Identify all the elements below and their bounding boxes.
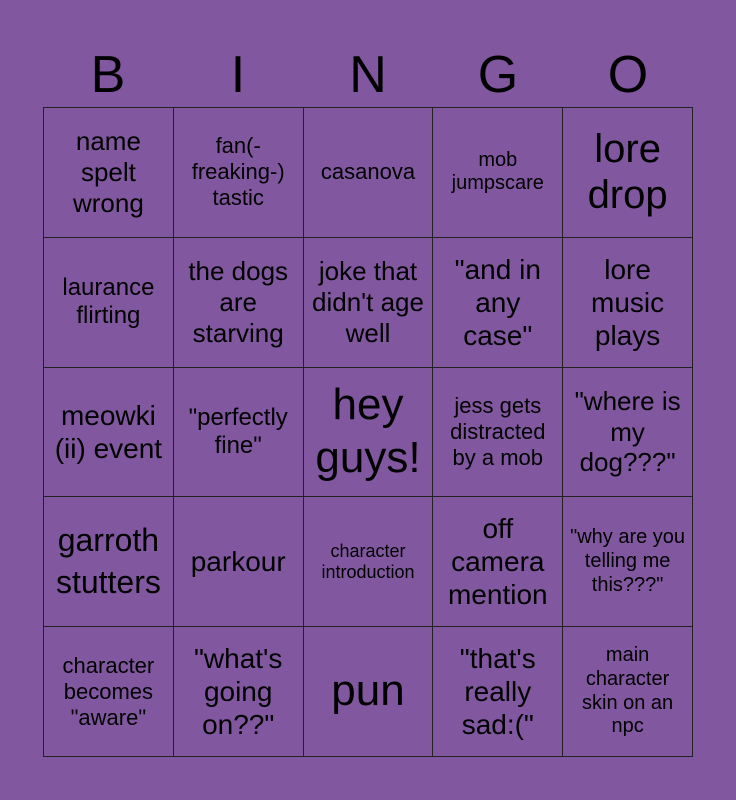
bingo-cell[interactable]: character becomes "aware" <box>44 627 174 757</box>
bingo-cell[interactable]: lore music plays <box>563 238 693 368</box>
bingo-cell[interactable]: "why are you telling me this???" <box>563 497 693 627</box>
header-letter-i: I <box>230 46 246 104</box>
bingo-cell[interactable]: jess gets distracted by a mob <box>433 368 563 498</box>
header-letter-g: G <box>477 46 519 104</box>
bingo-cell[interactable]: the dogs are starving <box>174 238 304 368</box>
header-letter-b: B <box>90 46 126 104</box>
header-letter-n: N <box>349 46 387 104</box>
bingo-cell[interactable]: "perfectly fine" <box>174 368 304 498</box>
bingo-cell[interactable]: lore drop <box>563 108 693 238</box>
bingo-cell[interactable]: parkour <box>174 497 304 627</box>
bingo-cell[interactable]: casanova <box>304 108 434 238</box>
bingo-cell[interactable]: character introduction <box>304 497 434 627</box>
bingo-cell[interactable]: "and in any case" <box>433 238 563 368</box>
bingo-header <box>43 44 693 106</box>
bingo-cell[interactable]: main character skin on an npc <box>563 627 693 757</box>
bingo-cell[interactable]: mob jumpscare <box>433 108 563 238</box>
bingo-cell[interactable]: "that's really sad:(" <box>433 627 563 757</box>
bingo-cell[interactable]: garroth stutters <box>44 497 174 627</box>
bingo-cell[interactable]: fan(-freaking-) tastic <box>174 108 304 238</box>
header-letter-o: O <box>607 46 649 104</box>
bingo-cell[interactable]: hey guys! <box>304 368 434 498</box>
bingo-cell[interactable]: name spelt wrong <box>44 108 174 238</box>
bingo-board <box>43 107 693 757</box>
bingo-cell[interactable]: joke that didn't age well <box>304 238 434 368</box>
bingo-cell[interactable]: pun <box>304 627 434 757</box>
bingo-cell[interactable]: laurance flirting <box>44 238 174 368</box>
bingo-cell[interactable]: meowki (ii) event <box>44 368 174 498</box>
bingo-cell[interactable]: off camera mention <box>433 497 563 627</box>
bingo-cell[interactable]: "where is my dog???" <box>563 368 693 498</box>
bingo-cell[interactable]: "what's going on??" <box>174 627 304 757</box>
